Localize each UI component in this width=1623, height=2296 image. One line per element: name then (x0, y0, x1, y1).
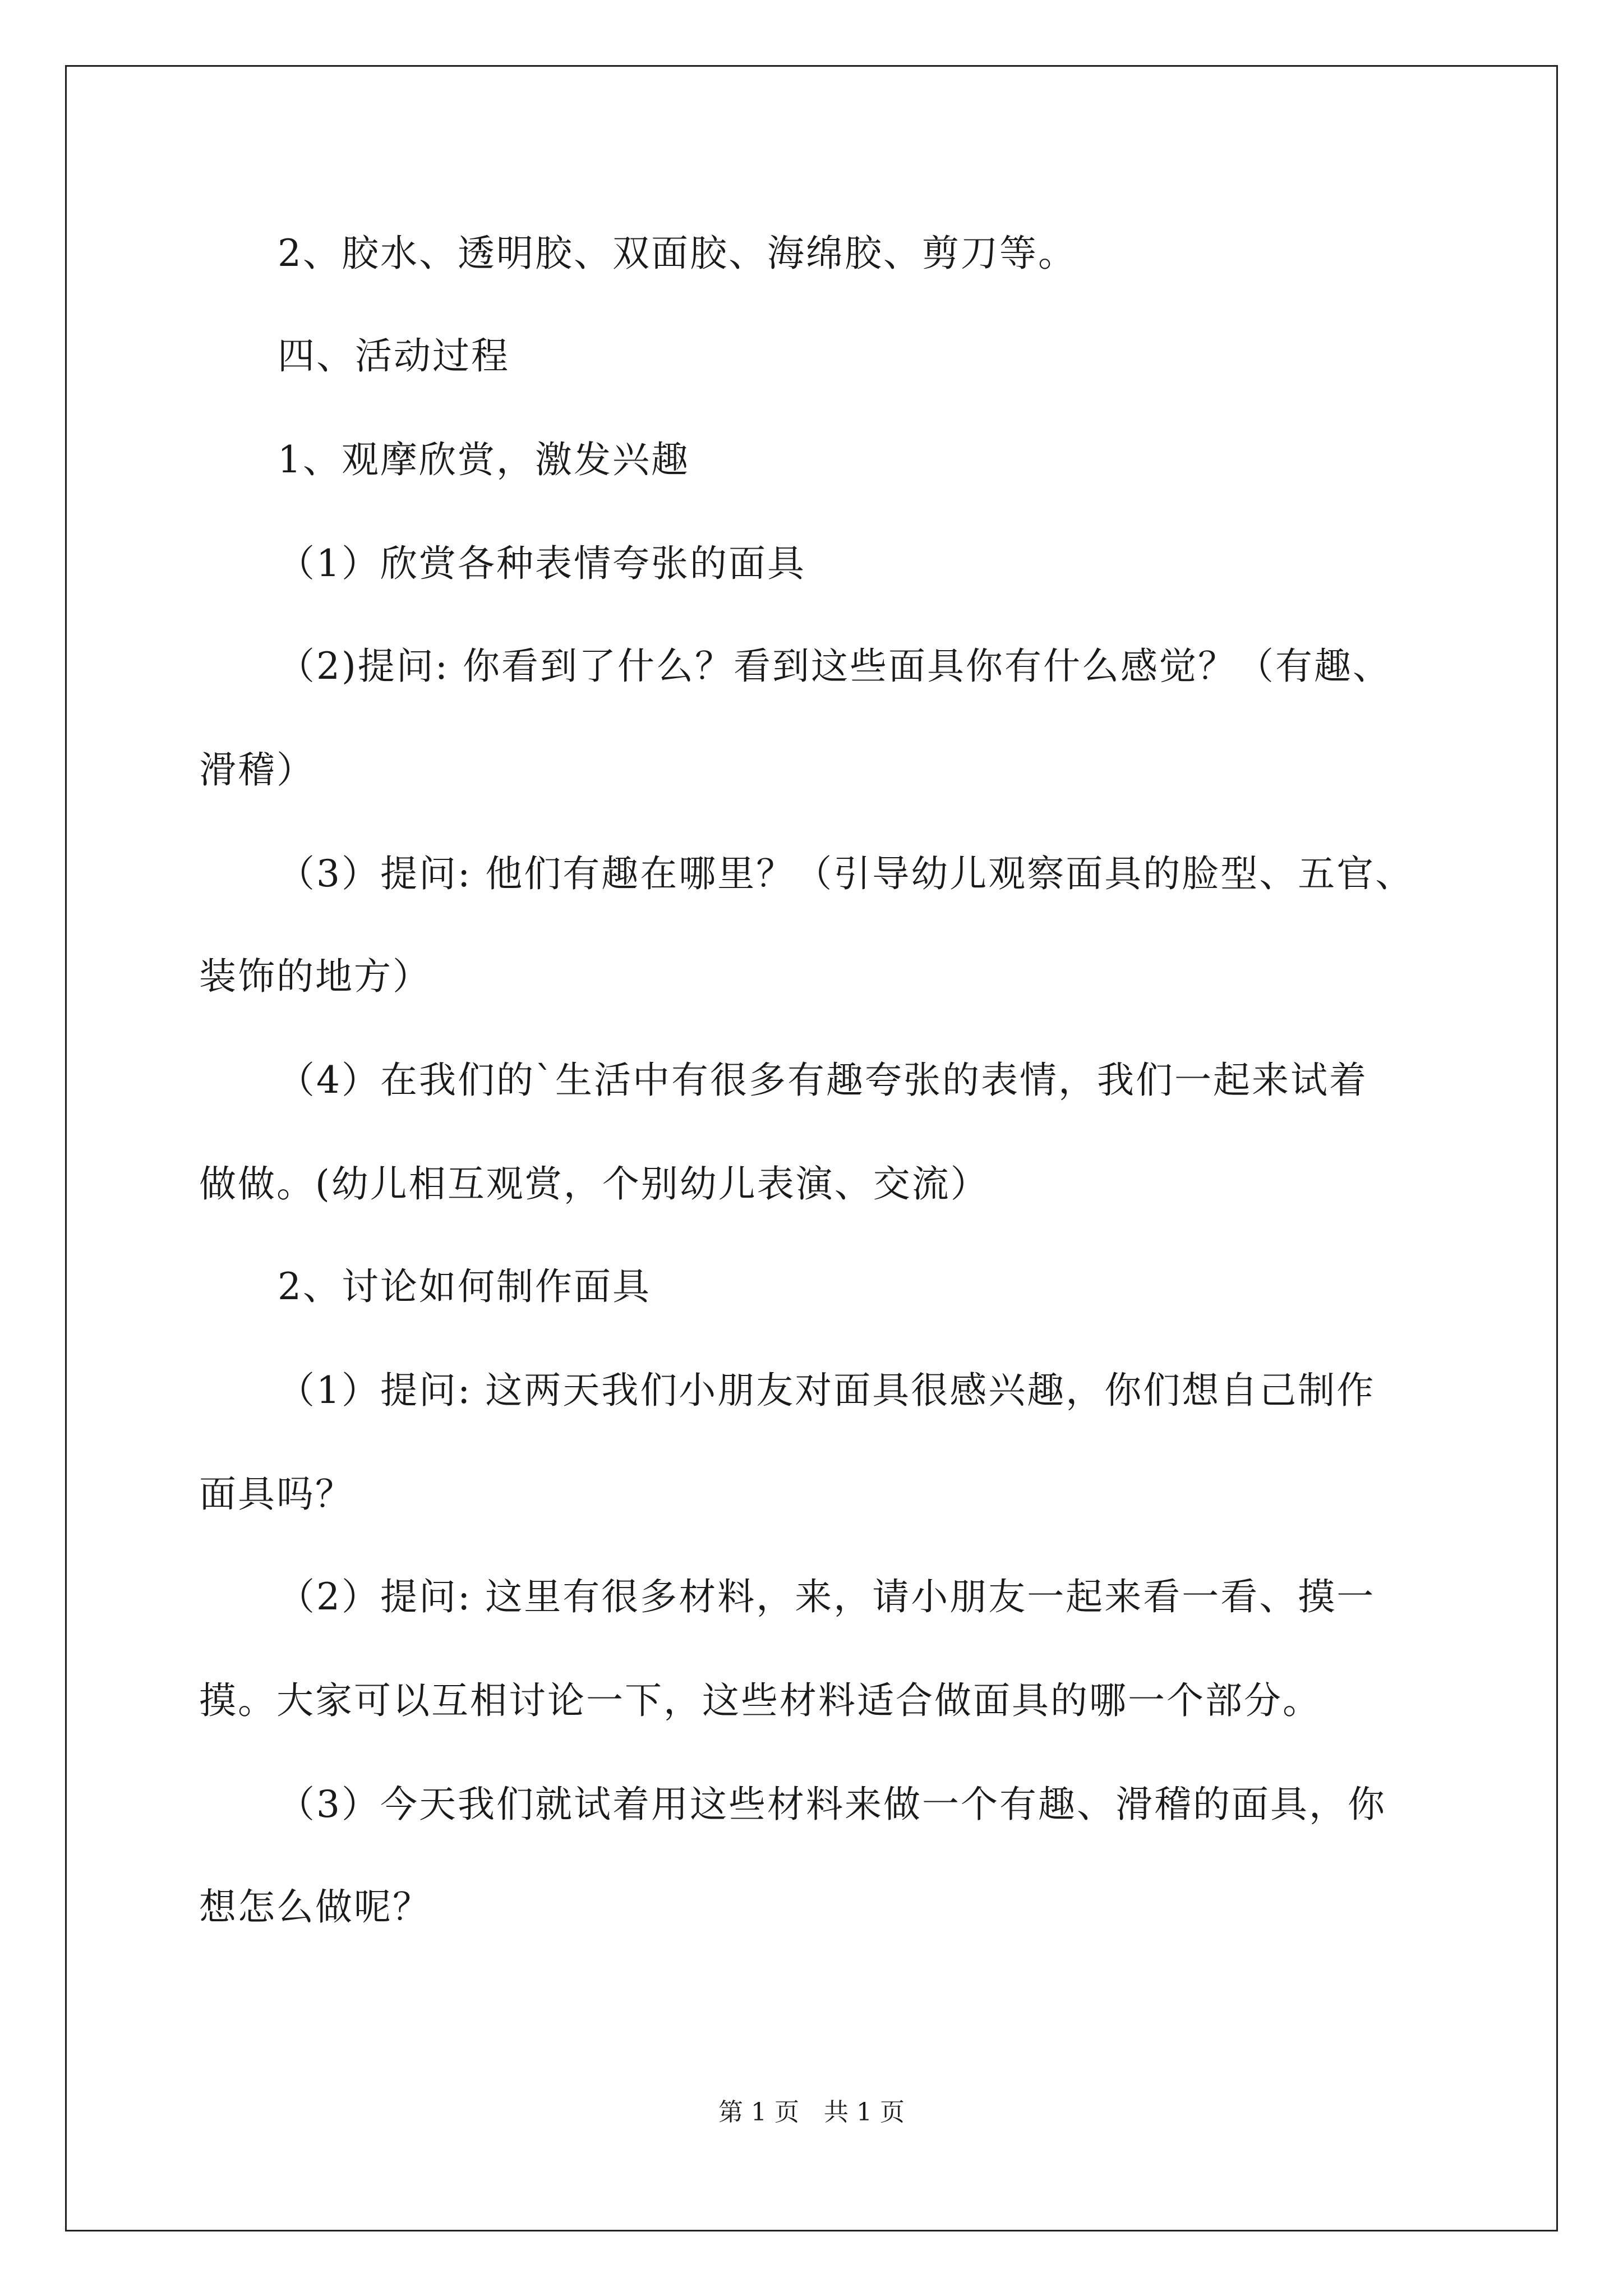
paragraph-line: （3）今天我们就试着用这些材料来做一个有趣、滑稽的面具，你 (278, 1783, 1386, 1826)
paragraph-line: （3）提问: 他们有趣在哪里？（引导幼儿观察面具的脸型、五官、 (278, 852, 1414, 895)
paragraph-line: （1）欣赏各种表情夸张的面具 (278, 542, 806, 585)
paragraph-line: （2)提问: 你看到了什么？看到这些面具你有什么感觉？（有趣、 (278, 645, 1391, 688)
paragraph-line: 滑稽） (199, 748, 315, 792)
paragraph-line: 2、胶水、透明胶、双面胶、海绵胶、剪刀等。 (278, 232, 1077, 275)
paragraph-line: （4）在我们的`生活中有很多有趣夸张的表情，我们一起来试着 (278, 1059, 1368, 1102)
paragraph-line: （2）提问: 这里有很多材料，来，请小朋友一起来看一看、摸一 (278, 1575, 1376, 1618)
section-heading: 四、活动过程 (278, 334, 510, 378)
paragraph-line: 想怎么做呢？ (199, 1885, 431, 1929)
paragraph-line: （1）提问: 这两天我们小朋友对面具很感兴趣，你们想自己制作 (278, 1369, 1376, 1412)
subsection-heading: 1、观摩欣赏，激发兴趣 (278, 438, 690, 481)
paragraph-line: 摸。大家可以互相讨论一下，这些材料适合做面具的哪一个部分。 (199, 1679, 1321, 1722)
page-footer: 第 1 页 共 1 页 (718, 2098, 905, 2127)
paragraph-line: 装饰的地方） (199, 955, 431, 998)
subsection-heading: 2、讨论如何制作面具 (278, 1265, 651, 1308)
paragraph-line: 面具吗？ (199, 1473, 354, 1516)
paragraph-line: 做做。(幼儿相互观赏，个别幼儿表演、交流） (199, 1162, 989, 1205)
